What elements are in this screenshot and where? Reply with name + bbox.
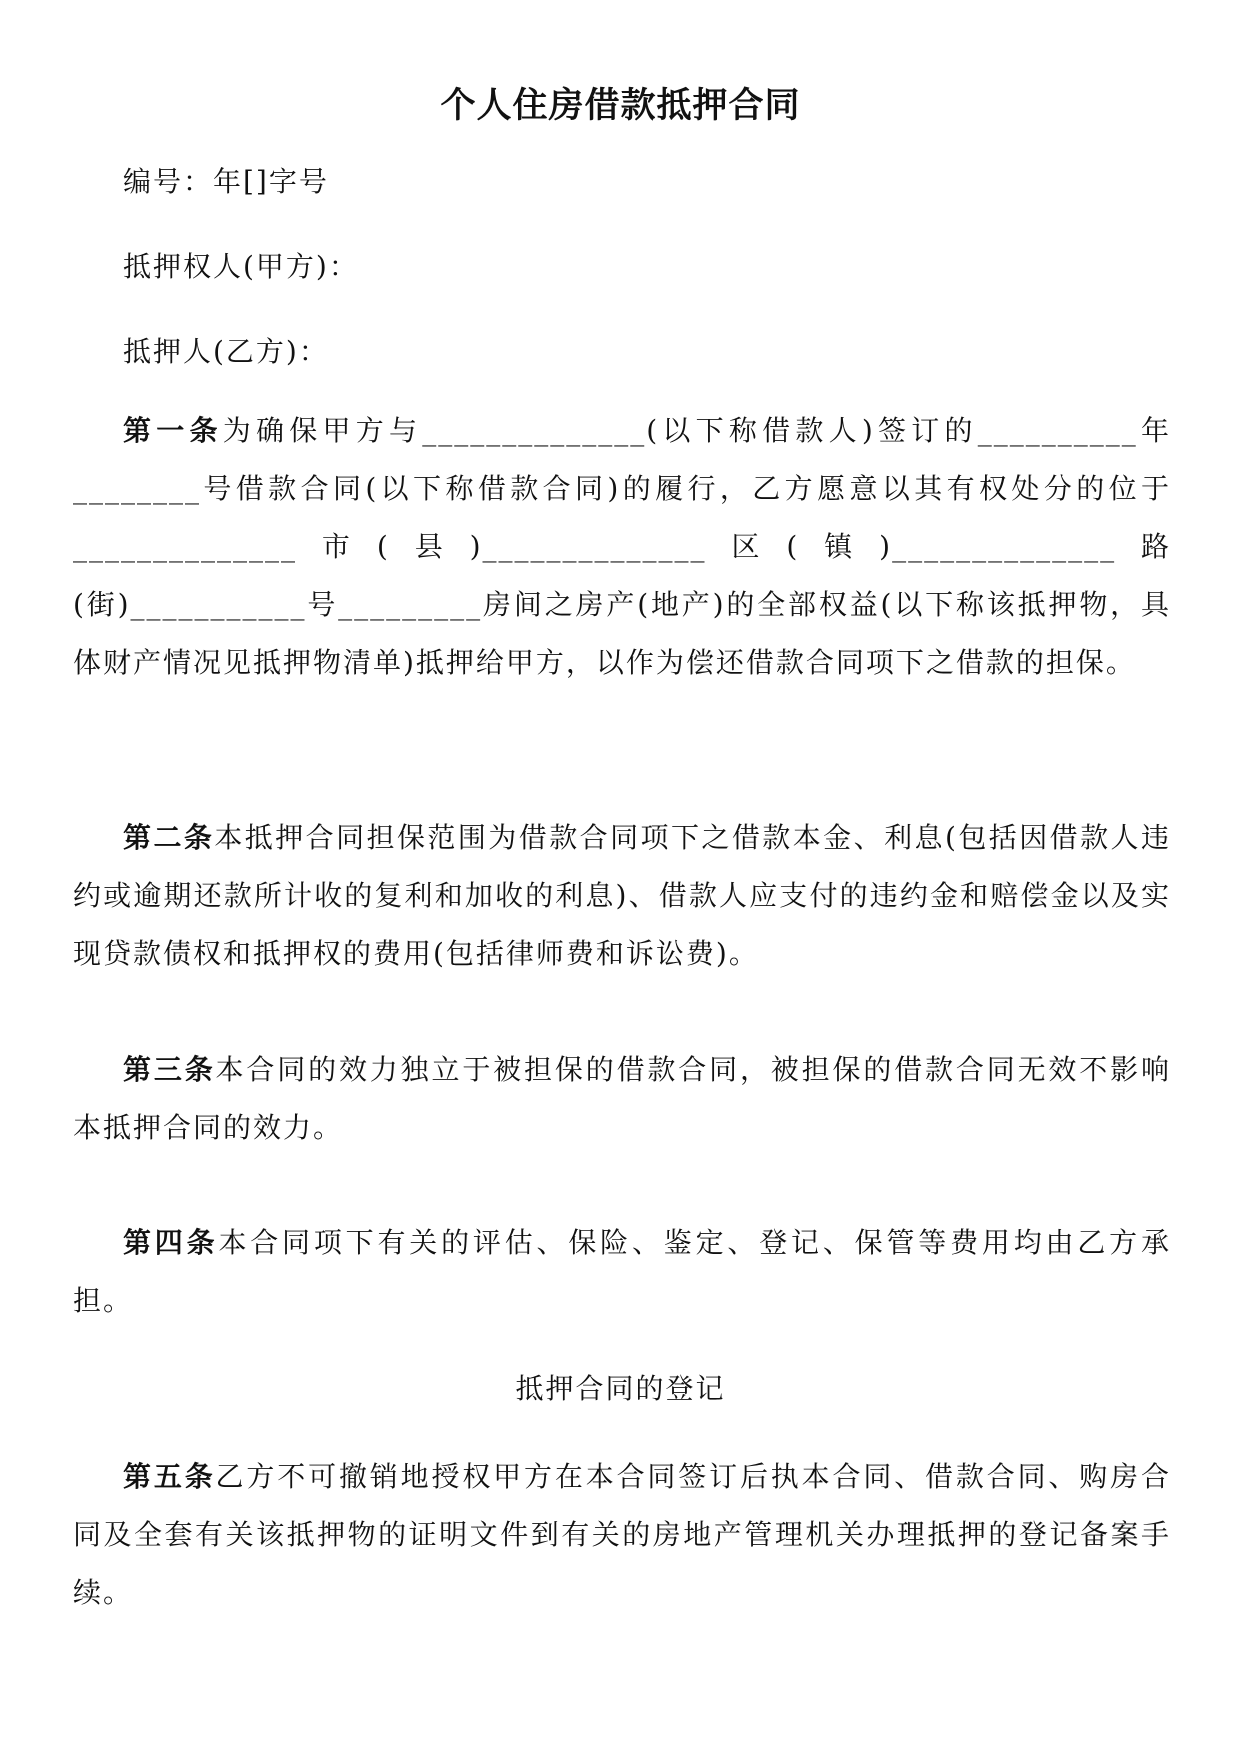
article-2-label: 第二条 [123,821,215,854]
document-title: 个人住房借款抵押合同 [440,85,801,126]
article-3-label: 第三条 [123,1053,216,1086]
article-4-text: 本合同项下有关的评估、保险、鉴定、登记、保管等费用均由乙方承担。 [73,1226,1171,1317]
mortgagor-line: 抵押人(乙方)： [123,335,329,368]
article-1-text: 为确保甲方与______________(以下称借款人)签订的__________年________号借款合同(以下称借款合同)的履行，乙方愿意以其有权处分的位于______________市(县)______________区(镇)______________路(街)___________号_________房间之房产(地产)的全部权益(以下称该抵押物，具体财产情况见抵押物清单)抵押给甲方，以作为偿还借款合同项下之借款的担保。 [73,414,1171,679]
article-1 [73,402,1171,692]
article-5 [73,1448,1171,1622]
section-heading-registration: 抵押合同的登记 [515,1372,726,1405]
article-4 [73,1214,1171,1330]
article-2-text: 本抵押合同担保范围为借款合同项下之借款本金、利息(包括因借款人违约或逾期还款所计收的复利和加收的利息)、借款人应支付的违约金和赔偿金以及实现贷款债权和抵押权的费用(包括律师费和诉讼费)。 [73,821,1171,970]
article-1-label: 第一条 [123,414,223,447]
contract-number-line: 编号：年[]字号 [123,165,329,198]
article-3-text: 本合同的效力独立于被担保的借款合同，被担保的借款合同无效不影响本抵押合同的效力。 [73,1053,1171,1144]
article-2 [73,809,1171,983]
article-5-text: 乙方不可撤销地授权甲方在本合同签订后执本合同、借款合同、购房合同及全套有关该抵押物的证明文件到有关的房地产管理机关办理抵押的登记备案手续。 [73,1460,1171,1609]
article-5-label: 第五条 [123,1460,216,1493]
article-4-label: 第四条 [123,1226,219,1259]
mortgagee-line: 抵押权人(甲方)： [123,250,359,283]
article-3 [73,1041,1171,1157]
